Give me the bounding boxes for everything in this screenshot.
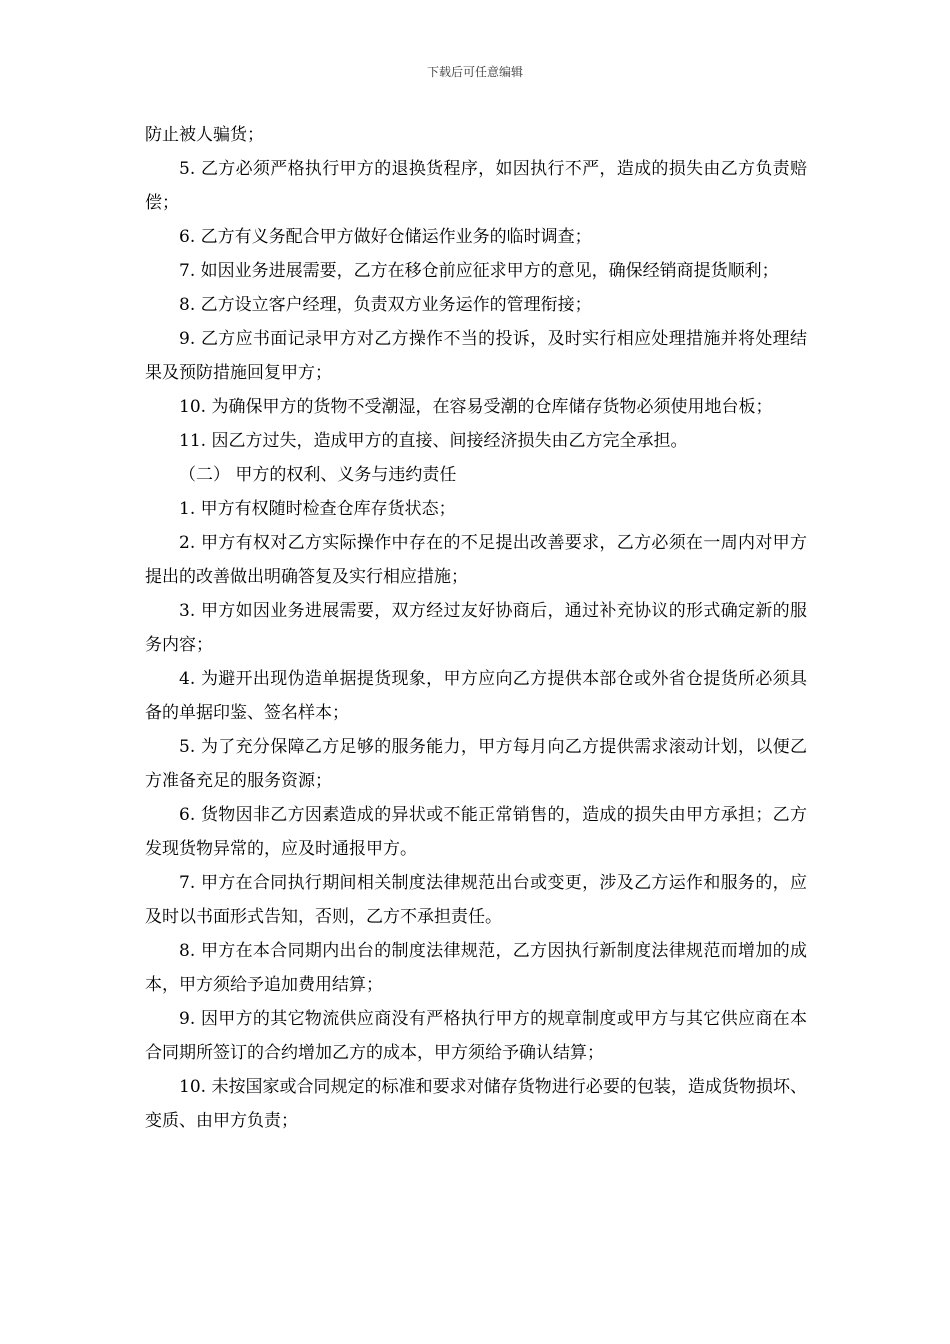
paragraph-item-a10: 10. 未按国家或合同规定的标准和要求对储存货物进行必要的包装，造成货物损坏、变质、由甲方负责； <box>145 1077 807 1131</box>
paragraph-item-b5: 5. 乙方必须严格执行甲方的退换货程序，如因执行不严，造成的损失由乙方负责赔偿； <box>145 159 807 213</box>
paragraph-item-a9: 9. 因甲方的其它物流供应商没有严格执行甲方的规章制度或甲方与其它供应商在本合同期所签订的合约增加乙方的成本，甲方须给予确认结算； <box>145 1009 807 1063</box>
section-heading: （二） 甲方的权利、义务与违约责任 <box>179 465 457 485</box>
paragraph-item-b7: 7. 如因业务进展需要，乙方在移仓前应征求甲方的意见，确保经销商提货顺利； <box>179 261 779 281</box>
paragraph-item-b6: 6. 乙方有义务配合甲方做好仓储运作业务的临时调查； <box>179 227 592 247</box>
paragraph-item-a5: 5. 为了充分保障乙方足够的服务能力，甲方每月向乙方提供需求滚动计划，以便乙方准备充足的服务资源； <box>145 737 807 791</box>
paragraph-item-a3: 3. 甲方如因业务进展需要，双方经过友好协商后，通过补充协议的形式确定新的服务内容； <box>145 601 807 655</box>
paragraph-item-b11: 11. 因乙方过失，造成甲方的直接、间接经济损失由乙方完全承担。 <box>179 431 688 451</box>
paragraph-item-a4: 4. 为避开出现伪造单据提货现象，甲方应向乙方提供本部仓或外省仓提货所必须具备的单据印鉴、签名样本； <box>145 669 807 723</box>
paragraph-item-b10: 10. 为确保甲方的货物不受潮湿，在容易受潮的仓库储存货物必须使用地台板； <box>179 397 773 417</box>
paragraph-item-b8: 8. 乙方设立客户经理，负责双方业务运作的管理衔接； <box>179 295 592 315</box>
page-header: 下载后可任意编辑 <box>426 65 523 79</box>
paragraph-item-a2: 2. 甲方有权对乙方实际操作中存在的不足提出改善要求，乙方必须在一周内对甲方提出的改善做出明确答复及实行相应措施； <box>145 533 807 587</box>
paragraph-item-a8: 8. 甲方在本合同期内出台的制度法律规范，乙方因执行新制度法律规范而增加的成本，甲方须给予追加费用结算； <box>145 941 807 995</box>
document-body <box>145 118 807 1138</box>
paragraph-item-b9: 9. 乙方应书面记录甲方对乙方操作不当的投诉，及时实行相应处理措施并将处理结果及预防措施回复甲方； <box>145 329 807 383</box>
paragraph-item-a6: 6. 货物因非乙方因素造成的异状或不能正常销售的，造成的损失由甲方承担；乙方发现货物异常的，应及时通报甲方。 <box>145 805 807 859</box>
paragraph-item-a7: 7. 甲方在合同执行期间相关制度法律规范出台或变更，涉及乙方运作和服务的，应及时以书面形式告知，否则，乙方不承担责任。 <box>145 873 807 927</box>
paragraph-continuation: 防止被人骗货； <box>145 125 264 145</box>
paragraph-item-a1: 1. 甲方有权随时检查仓库存货状态； <box>179 499 456 519</box>
